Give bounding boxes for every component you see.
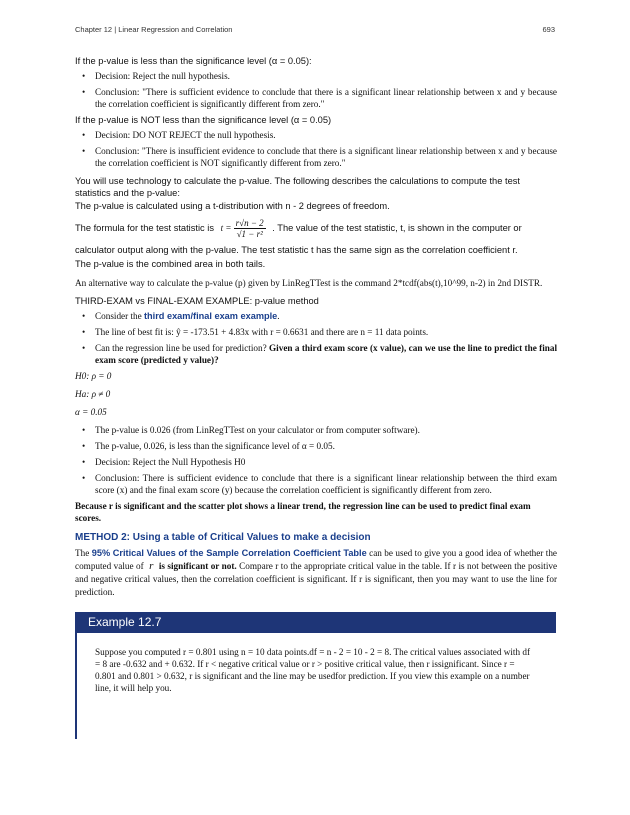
example-conclusion-list	[75, 424, 557, 496]
list-item: • The p-value, 0.026, is less than the significance level of α = 0.05.	[75, 440, 557, 452]
method2-heading: METHOD 2: Using a table of Critical Values to make a decision	[75, 532, 371, 544]
list-item: • Conclusion: "There is sufficient evidence to conclude that there is a significant linear relationship between x and y because the correlation coefficient is significantly different from zero."	[75, 86, 557, 110]
test-statistic-formula	[221, 217, 266, 240]
formula-after: . The value of the test statistic, t, is shown in the computer or	[272, 223, 522, 233]
formula-denominator: √1 − r²	[236, 229, 263, 240]
example-pvalue-title: THIRD-EXAM vs FINAL-EXAM EXAMPLE: p-value method	[75, 296, 319, 307]
example-title: Example 12.7	[75, 612, 556, 633]
combined-area-line: The p-value is the combined area in both tails.	[75, 259, 266, 270]
calculator-output-line: calculator output along with the p-value. The test statistic t has the same sign as the correlation coefficient r.	[75, 245, 518, 256]
example-text: Suppose you computed r = 0.801 using n = 10 data points.df = n - 2 = 10 - 2 = 8. The critical values associated with df = 8 are -0.632 and + 0.632. If r < negative critical value or r > positive critical value, then r issignificant. Since r = 0.801 and 0.801 > 0.632, r is significant and the line may be usedfor prediction. If you view this example on a number line, it will help you.	[95, 647, 531, 693]
example-pvalue-list	[75, 310, 557, 366]
list-item: • Decision: Reject the Null Hypothesis H0	[75, 456, 557, 468]
pvalue-not-less-list	[75, 129, 557, 169]
list-item	[75, 310, 557, 322]
prediction-question-bold: Given a third exam score (x value), can we use the line to predict the final exam score (predicted y value)?	[95, 343, 558, 366]
pvalue-less-list	[75, 70, 557, 110]
alternative-hypothesis: Ha: ρ ≠ 0	[75, 389, 111, 400]
list-item: • Decision: Reject the null hypothesis.	[75, 70, 557, 82]
pvalue-not-less-intro: If the p-value is NOT less than the significance level (α = 0.05)	[75, 115, 332, 125]
running-header-chapter: Chapter 12 | Linear Regression and Correlation	[75, 25, 233, 34]
consider-prefix: Consider the	[95, 311, 142, 322]
list-item	[75, 342, 557, 366]
list-item: • Decision: DO NOT REJECT the null hypothesis.	[75, 129, 557, 141]
method2-rest: Compare r to the appropriate critical value in the table. If r is not between the positive and negative critical values, then the correlation coefficient is significant. If r is significant, then you may want to use the line for prediction.	[75, 561, 558, 598]
example-body	[75, 633, 556, 739]
formula-intro: The formula for the test statistic is	[75, 223, 214, 233]
example-box	[75, 612, 556, 739]
method2-r: r	[149, 560, 154, 573]
prediction-question: Can the regression line be used for prediction?	[95, 343, 267, 354]
critical-values-table-link[interactable]: 95% Critical Values of the Sample Correlation Coefficient Table	[91, 548, 367, 559]
null-hypothesis: H0: ρ = 0	[75, 371, 112, 382]
page-number: 693	[542, 25, 555, 34]
page-content	[75, 55, 557, 599]
formula-line	[75, 217, 557, 240]
method2-prefix: The	[75, 548, 90, 559]
list-item: • Conclusion: There is sufficient evidence to conclude that there is a significant linear relationship between the third exam score (x) and the final exam score (y) because the correlation coefficient is significantly different from zero.	[75, 472, 557, 496]
formula-fraction	[234, 218, 266, 240]
list-item: • Conclusion: "There is insufficient evidence to conclude that there is a significant linear relationship between x and y because the correlation coefficient is NOT significantly different from zero."	[75, 145, 557, 169]
third-exam-link[interactable]: third exam/final exam example	[144, 311, 278, 322]
list-item: • The line of best fit is: ŷ = -173.51 + 4.83x with r = 0.6631 and there are n = 11 data points.	[75, 326, 557, 338]
t-distribution-line: The p-value is calculated using a t-distribution with n - 2 degrees of freedom.	[75, 201, 390, 211]
formula-numerator: r√n − 2	[235, 218, 264, 229]
consider-suffix: .	[277, 311, 280, 322]
technology-paragraph: You will use technology to calculate the p-value. The following describes the calculations to compute the test statistics and the p-value:	[75, 176, 520, 198]
pvalue-less-intro: If the p-value is less than the significance level (α = 0.05):	[75, 56, 312, 66]
method2-mid: can be used to give you a good idea of whether the computed value of	[75, 548, 558, 572]
formula-lhs: t =	[220, 223, 232, 234]
significance-level: α = 0.05	[75, 407, 107, 418]
method2-bold: is significant or not.	[158, 561, 237, 572]
method2-paragraph	[75, 547, 557, 599]
list-item: • The p-value is 0.026 (from LinRegTTest on your calculator or from computer software).	[75, 424, 557, 436]
alternative-paragraph: An alternative way to calculate the p-value (p) given by LinRegTTest is the command 2*tcdf(abs(t),10^99, n-2) in 2nd DISTR.	[75, 278, 543, 289]
bold-conclusion: Because r is significant and the scatter plot shows a linear trend, the regression line can be used to predict final exam scores.	[75, 501, 531, 524]
